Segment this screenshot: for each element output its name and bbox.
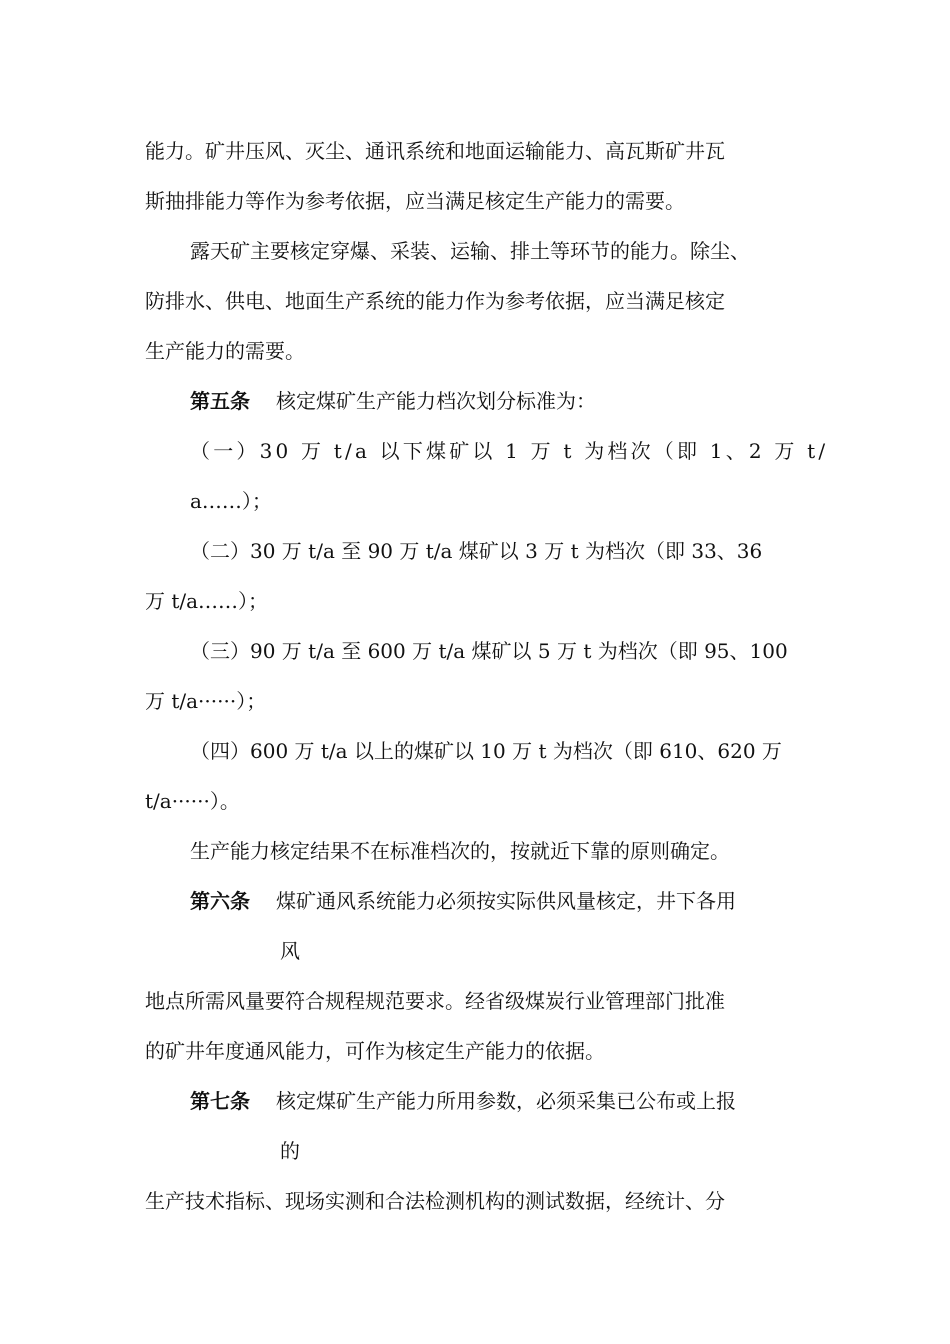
article-7-wrap: 的 (280, 1139, 300, 1163)
paragraph-line: 露天矿主要核定穿爆、采装、运输、排土等环节的能力。除尘、 (190, 239, 750, 263)
tier-3-line-cont: 万 t/a······）； (145, 689, 267, 713)
article-5-label: 第五条 (190, 389, 250, 413)
article-7-text: 核定煤矿生产能力所用参数，必须采集已公布或上报 (276, 1089, 736, 1113)
article-6-label: 第六条 (190, 889, 250, 913)
tier-4-line-cont: t/a······）。 (145, 789, 240, 813)
tier-2-line: （二）30 万 t/a 至 90 万 t/a 煤矿以 3 万 t 为档次（即 33、36 (190, 539, 763, 563)
tier-1-line-cont: a……）； (190, 489, 272, 513)
tier-4-line: （四）600 万 t/a 以上的煤矿以 10 万 t 为档次（即 610、620 万 (190, 739, 782, 763)
paragraph-line: 防排水、供电、地面生产系统的能力作为参考依据，应当满足核定 (145, 289, 725, 313)
paragraph-line: 生产能力核定结果不在标准档次的，按就近下靠的原则确定。 (190, 839, 730, 863)
paragraph-line: 生产能力的需要。 (145, 339, 305, 363)
article-5-text: 核定煤矿生产能力档次划分标准为： (276, 389, 596, 413)
article-6-line (190, 887, 736, 915)
paragraph-line: 斯抽排能力等作为参考依据，应当满足核定生产能力的需要。 (145, 189, 685, 213)
article-6-text: 煤矿通风系统能力必须按实际供风量核定，井下各用 (276, 889, 736, 913)
tier-2-line-cont: 万 t/a……）； (145, 589, 269, 613)
paragraph-line: 能力。矿井压风、灭尘、通讯系统和地面运输能力、高瓦斯矿井瓦 (145, 139, 725, 163)
tier-1-line: （一）30 万 t/a 以下煤矿以 1 万 t 为档次（即 1、2 万 t/ (190, 439, 829, 463)
paragraph-line: 生产技术指标、现场实测和合法检测机构的测试数据，经统计、分 (145, 1189, 725, 1213)
article-5-line (190, 387, 596, 415)
article-6-wrap: 风 (280, 939, 300, 963)
article-7-line (190, 1087, 736, 1115)
paragraph-line: 的矿井年度通风能力，可作为核定生产能力的依据。 (145, 1039, 605, 1063)
paragraph-line: 地点所需风量要符合规程规范要求。经省级煤炭行业管理部门批准 (145, 989, 725, 1013)
article-7-label: 第七条 (190, 1089, 250, 1113)
tier-3-line: （三）90 万 t/a 至 600 万 t/a 煤矿以 5 万 t 为档次（即 95、100 (190, 639, 788, 663)
